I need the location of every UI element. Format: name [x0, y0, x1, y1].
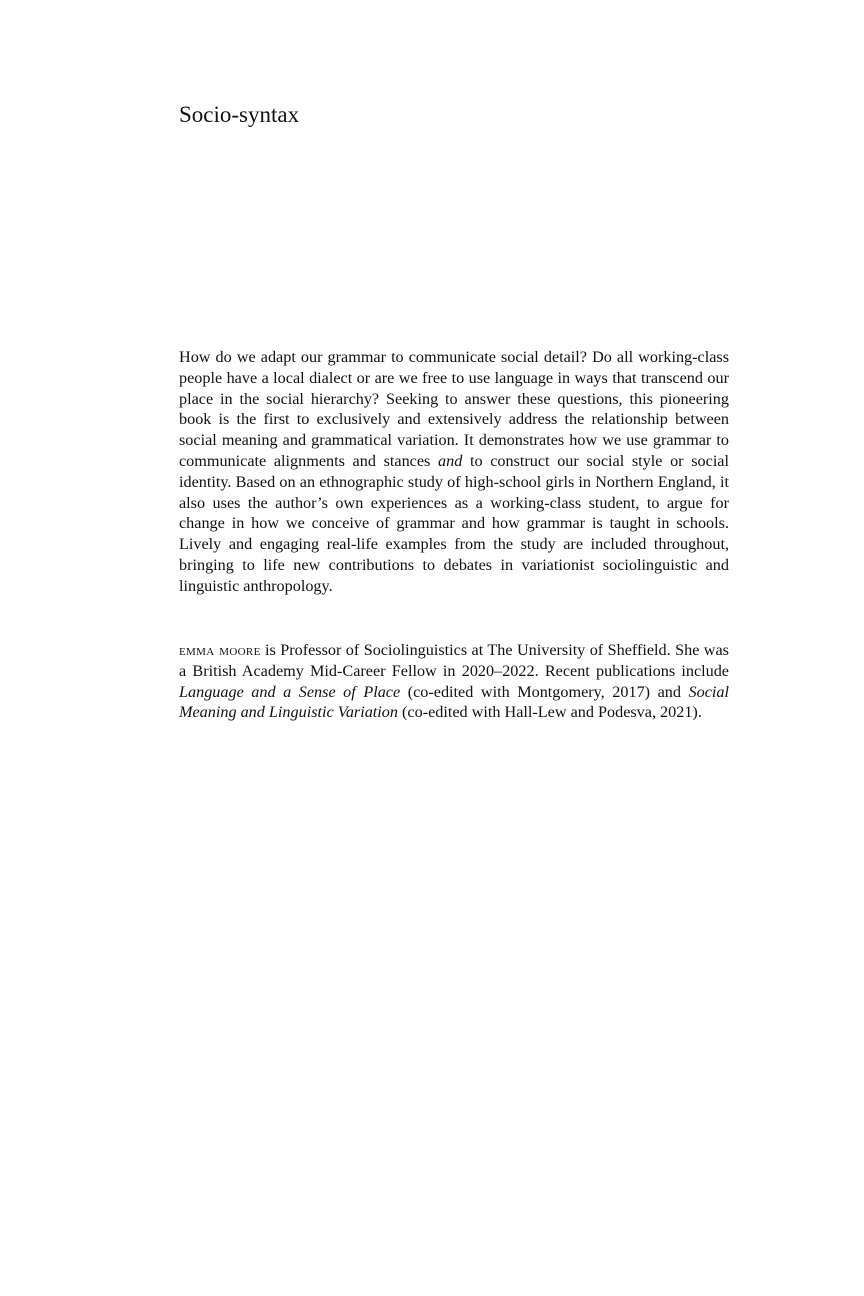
bio-text-1: is Professor of Sociolinguistics at The University of Sheffield. She was a British Academy Mid-Career Fellow in 2020–2022. Recent publications include [179, 641, 729, 680]
bio-paragraph [179, 640, 729, 723]
book-description [179, 347, 729, 597]
description-emphasis: and [438, 451, 463, 470]
description-text-2: to construct our social style or social identity. Based on an ethnographic study of high-school girls in Northern England, it also uses the author’s own experiences as a working-class student, to argue for change in how we conceive of grammar and how grammar is taught in schools. Lively and engaging real-life examples from the study are included throughout, bringing to life new contributions to debates in variationist sociolinguistic and linguistic anthropology. [179, 451, 729, 595]
book-title-1: Language and a Sense of Place [179, 682, 401, 701]
description-text-1: How do we adapt our grammar to communicate social detail? Do all working-class people have a local dialect or are we free to use language in ways that transcend our place in the social hierarchy? Seeking to answer these questions, this pioneering book is the first to exclusively and extensively address the relationship between social meaning and grammatical variation. It demonstrates how we use grammar to communicate alignments and stances [179, 348, 729, 470]
bio-text-3: (co-edited with Hall-Lew and Podesva, 2021). [397, 703, 702, 722]
book-title-2: Social Meaning and Linguistic Variation [179, 682, 729, 722]
author-name: emma moore [179, 641, 261, 659]
author-bio [179, 640, 729, 723]
page-title: Socio-syntax [179, 102, 300, 127]
description-paragraph [179, 347, 729, 597]
bio-text-2: (co-edited with Montgomery, 2017) and [400, 682, 689, 701]
